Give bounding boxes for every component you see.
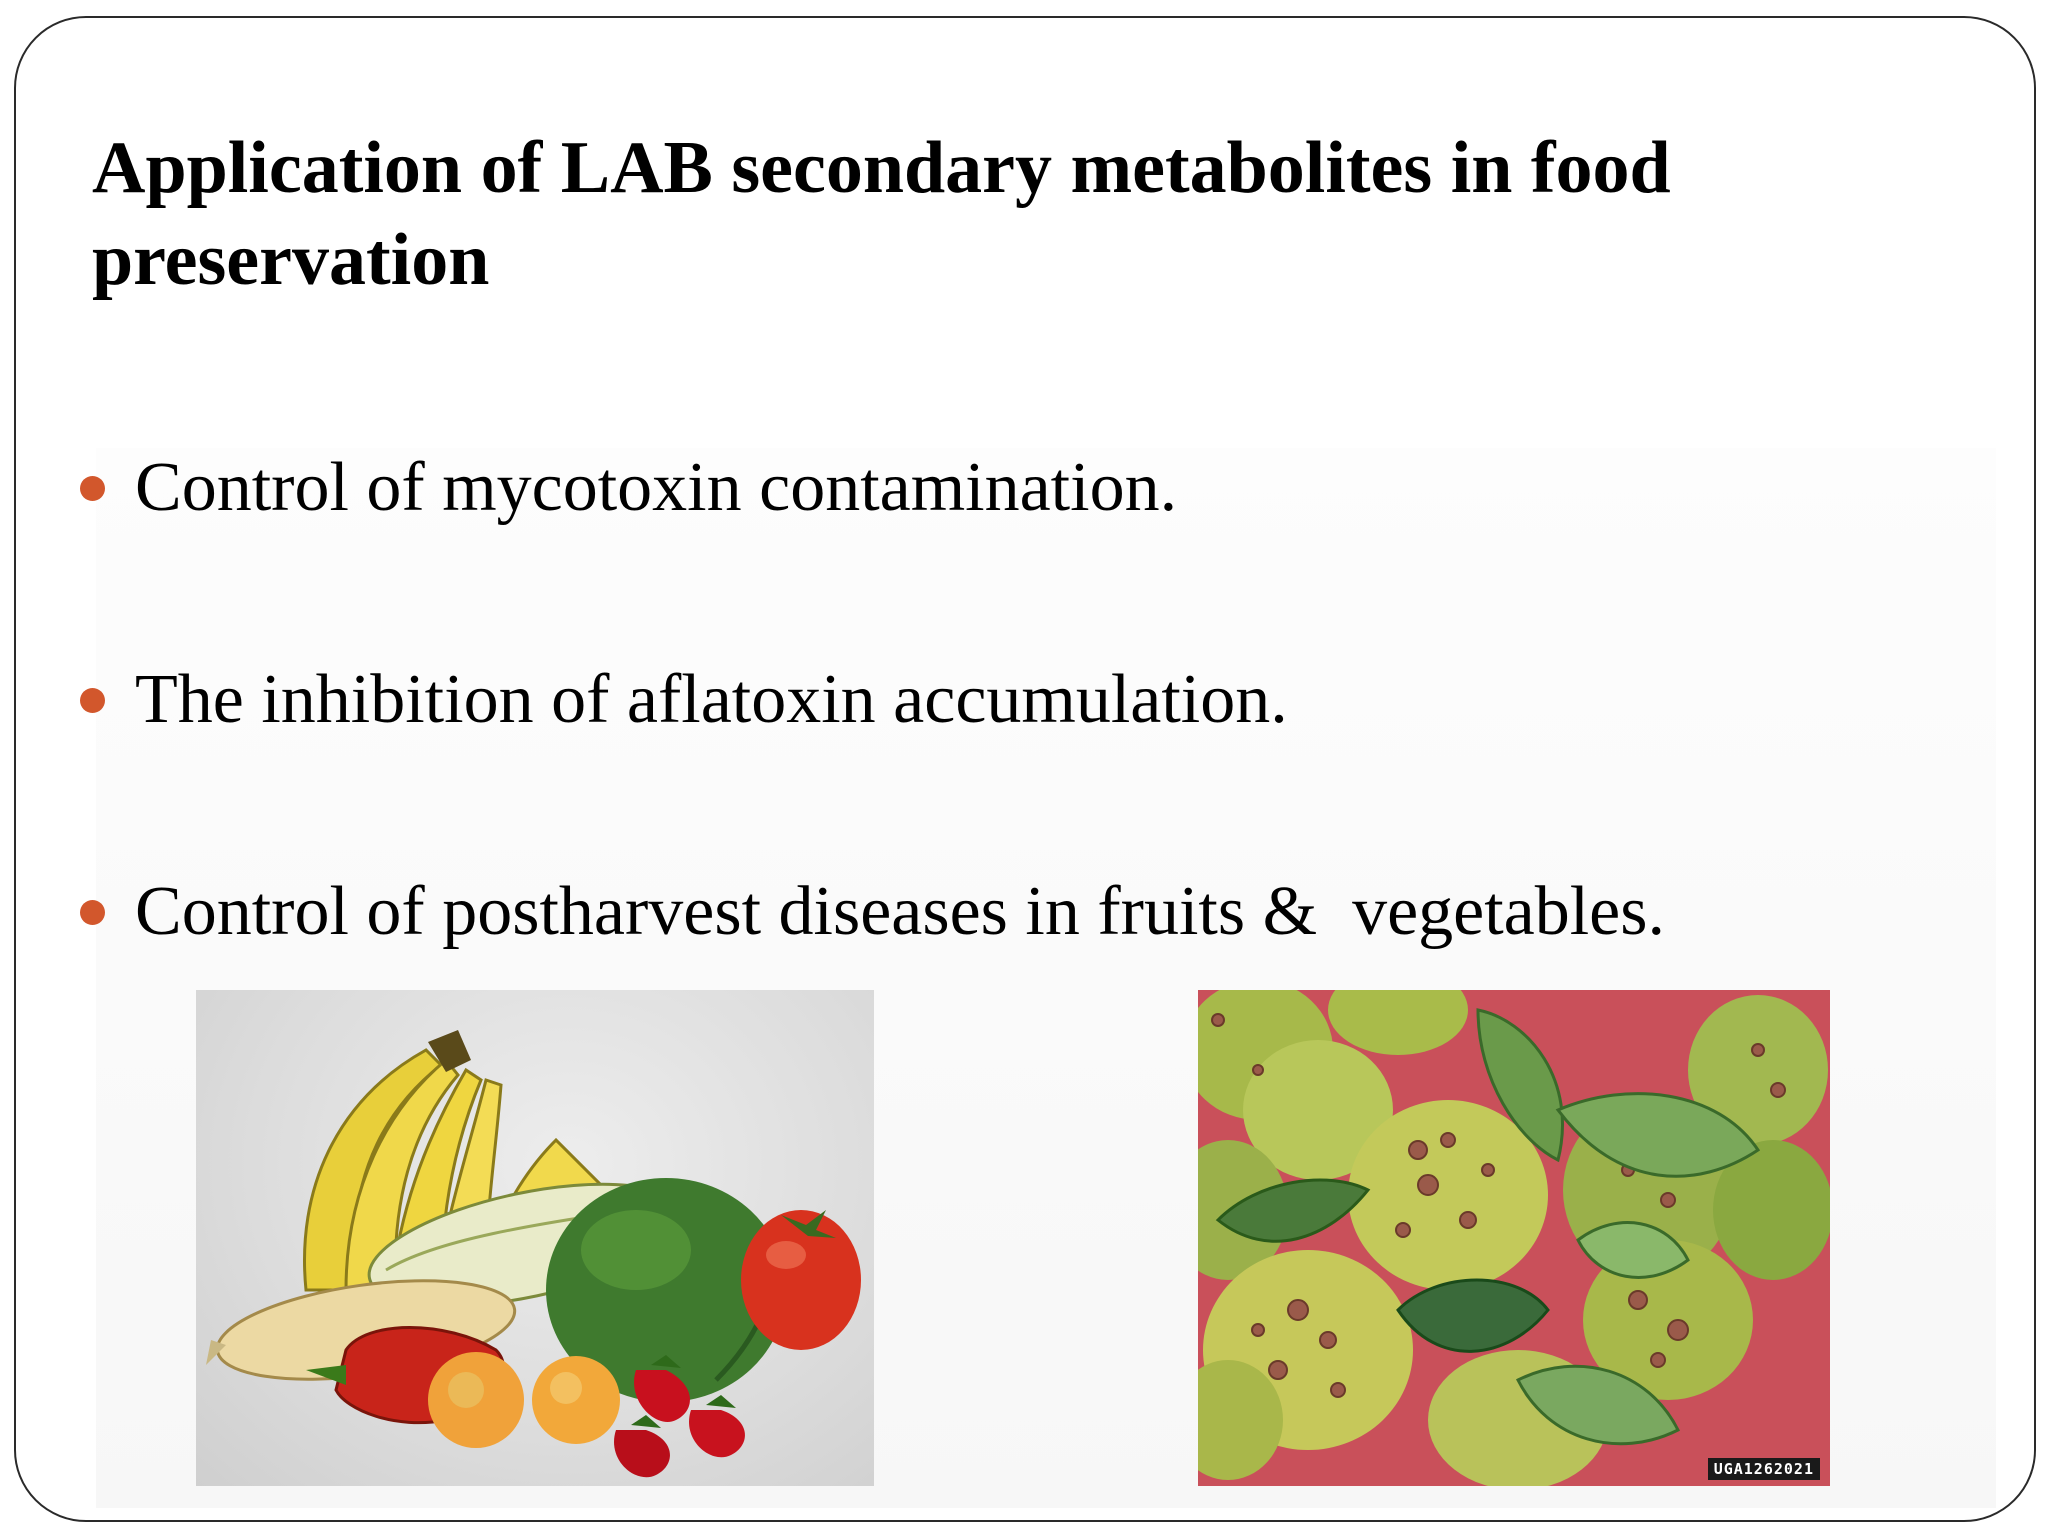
bullet-text: The inhibition of aflatoxin accumulation. xyxy=(135,661,1288,738)
bullet-item-mycotoxin xyxy=(80,438,1960,538)
bullet-dot-icon xyxy=(80,900,105,925)
bullet-item-postharvest xyxy=(80,862,1960,962)
fruits-vegetables-photo xyxy=(196,990,874,1486)
diseased-citrus-illustration xyxy=(1198,990,1830,1486)
slide-title xyxy=(92,122,1972,306)
photo-watermark: UGA1262021 xyxy=(1708,1458,1820,1480)
slide-title-line-1: Application of LAB secondary metabolites in food xyxy=(92,127,1671,209)
peaches xyxy=(428,1352,620,1448)
bullet-text: Control of postharvest diseases in fruits & vegetables. xyxy=(135,873,1665,950)
bullet-dot-icon xyxy=(80,476,105,501)
bullet-dot-icon xyxy=(80,688,105,713)
tomato xyxy=(741,1210,861,1350)
bullet-item-aflatoxin xyxy=(80,650,1960,750)
diseased-citrus-photo xyxy=(1198,990,1830,1486)
bullet-text: Control of mycotoxin contamination. xyxy=(135,449,1178,526)
slide-title-line-2: preservation xyxy=(92,219,490,301)
fruits-vegetables-illustration xyxy=(196,990,874,1486)
